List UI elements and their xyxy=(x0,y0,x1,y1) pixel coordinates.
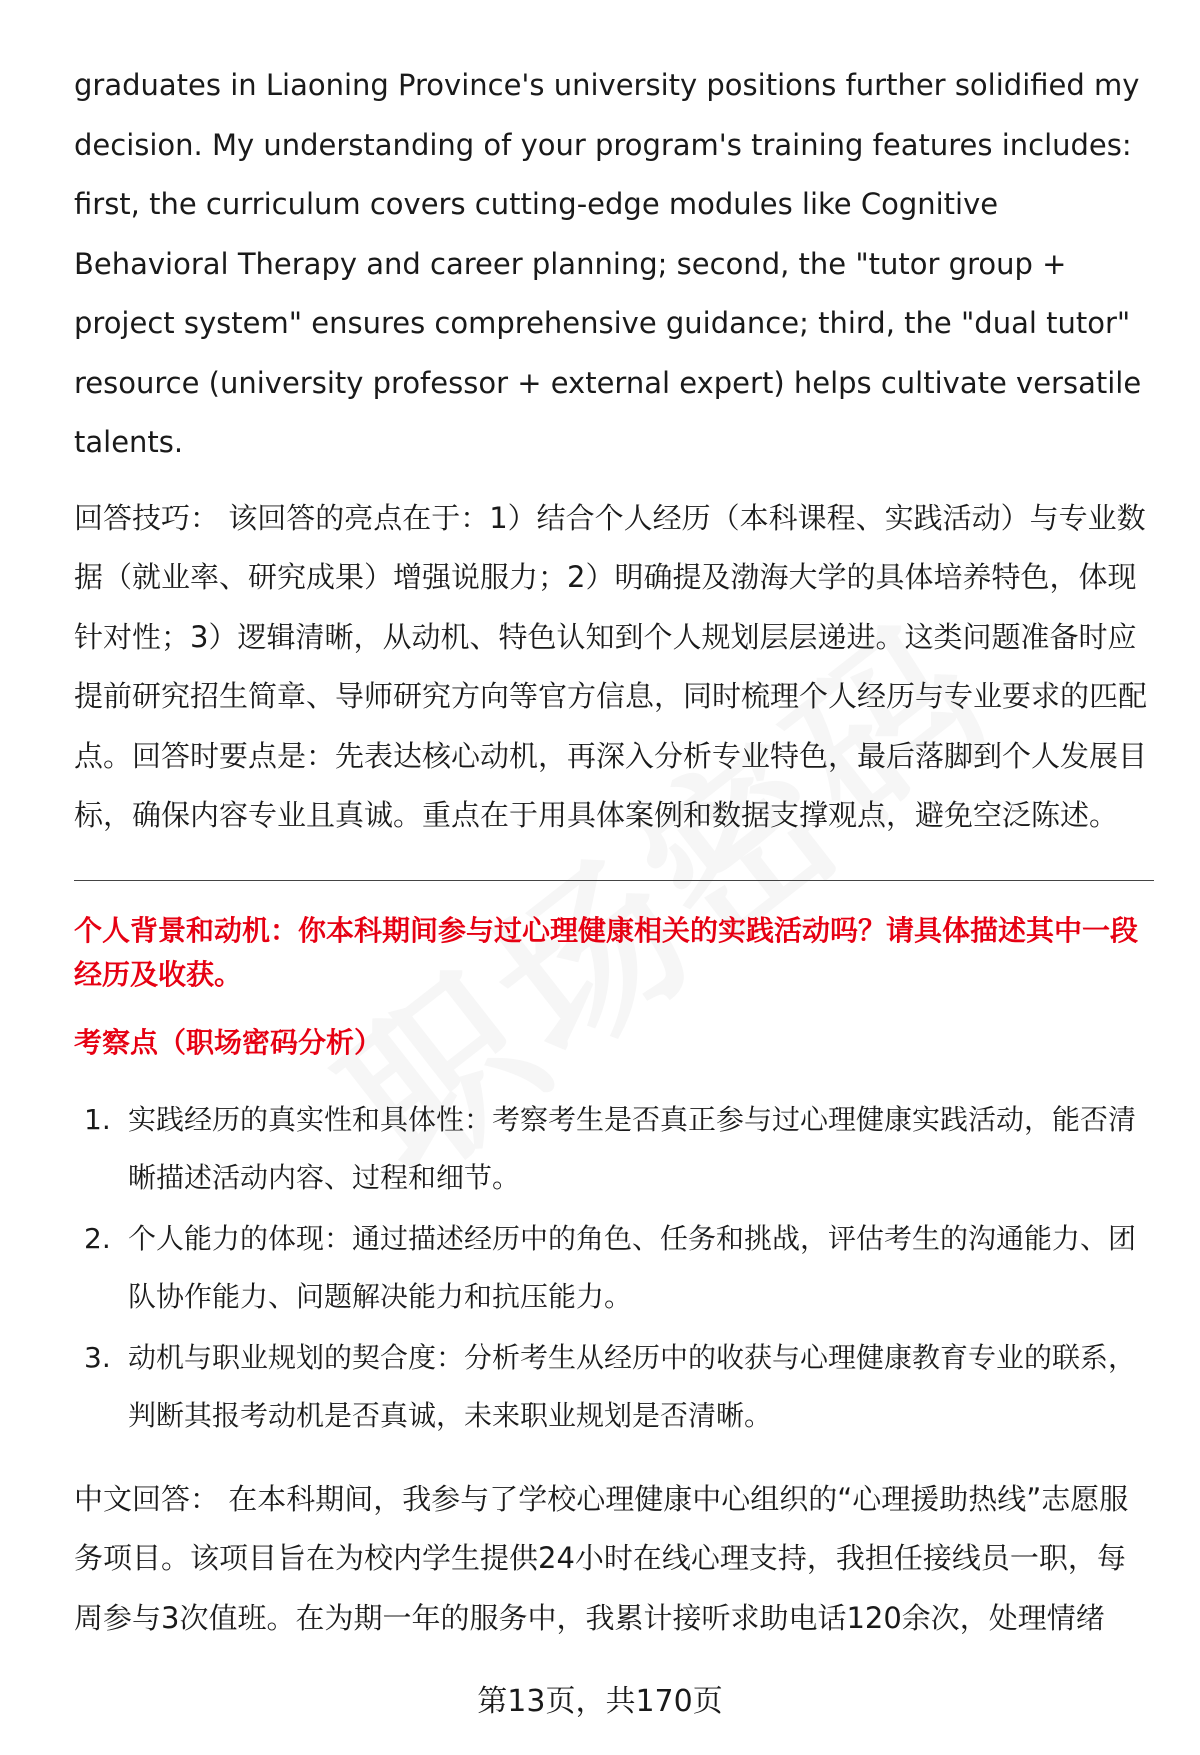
section-divider xyxy=(74,880,1154,881)
list-item-number: 1. xyxy=(84,1102,111,1136)
question-heading: 个人背景和动机：你本科期间参与过心理健康相关的实践活动吗？请具体描述其中一段经历及收获。 xyxy=(74,913,1139,991)
list-item xyxy=(74,1329,1154,1446)
page-content xyxy=(74,56,1154,1648)
list-item xyxy=(74,1091,1154,1208)
page-number-footer: 第13页，共170页 xyxy=(477,1684,723,1719)
analysis-points-list xyxy=(74,1091,1154,1446)
answer-tip-paragraph: 回答技巧： 该回答的亮点在于：1）结合个人经历（本科课程、实践活动）与专业数据（就业率、研究成果）增强说服力；2）明确提及渤海大学的具体培养特色，体现针对性；3）逻辑清晰，从动机、特色认知到个人规划层层递进。这类问题准备时应提前研究招生简章、导师研究方向等官方信息，同时梳理个人经历与专业要求的匹配点。回答时要点是：先表达核心动机，再深入分析专业特色，最后落脚到个人发展目标，确保内容专业且真诚。重点在于用具体案例和数据支撑观点，避免空泛陈述。 xyxy=(74,500,1148,832)
list-item-text: 实践经历的真实性和具体性：考察考生是否真正参与过心理健康实践活动，能否清晰描述活动内容、过程和细节。 xyxy=(128,1102,1137,1194)
english-answer-continuation: graduates in Liaoning Province's university positions further solidified my decision. My understanding of your program's training features includes: first, the curriculum covers cutting-edge modules like Cognitive Behavioral Therapy and career planning; second, the "tutor group + project system" ensures comprehensive guidance; third, the "dual tutor" resource (university professor + external expert) helps cultivate versatile talents. xyxy=(74,68,1142,459)
list-item-number: 2. xyxy=(84,1221,111,1255)
analysis-title: 考察点（职场密码分析） xyxy=(74,1025,383,1059)
list-item-text: 个人能力的体现：通过描述经历中的角色、任务和挑战，评估考生的沟通能力、团队协作能力、问题解决能力和抗压能力。 xyxy=(128,1221,1137,1313)
list-item xyxy=(74,1210,1154,1327)
list-item-number: 3. xyxy=(84,1340,111,1374)
chinese-answer-paragraph: 中文回答： 在本科期间，我参与了学校心理健康中心组织的“心理援助热线”志愿服务项目。该项目旨在为校内学生提供24小时在线心理支持，我担任接线员一职，每周参与3次值班。在为期一年的服务中，我累计接听求助电话120余次，处理情绪 xyxy=(74,1481,1129,1635)
list-item-text: 动机与职业规划的契合度：分析考生从经历中的收获与心理健康教育专业的联系，判断其报考动机是否真诚，未来职业规划是否清晰。 xyxy=(128,1340,1137,1432)
